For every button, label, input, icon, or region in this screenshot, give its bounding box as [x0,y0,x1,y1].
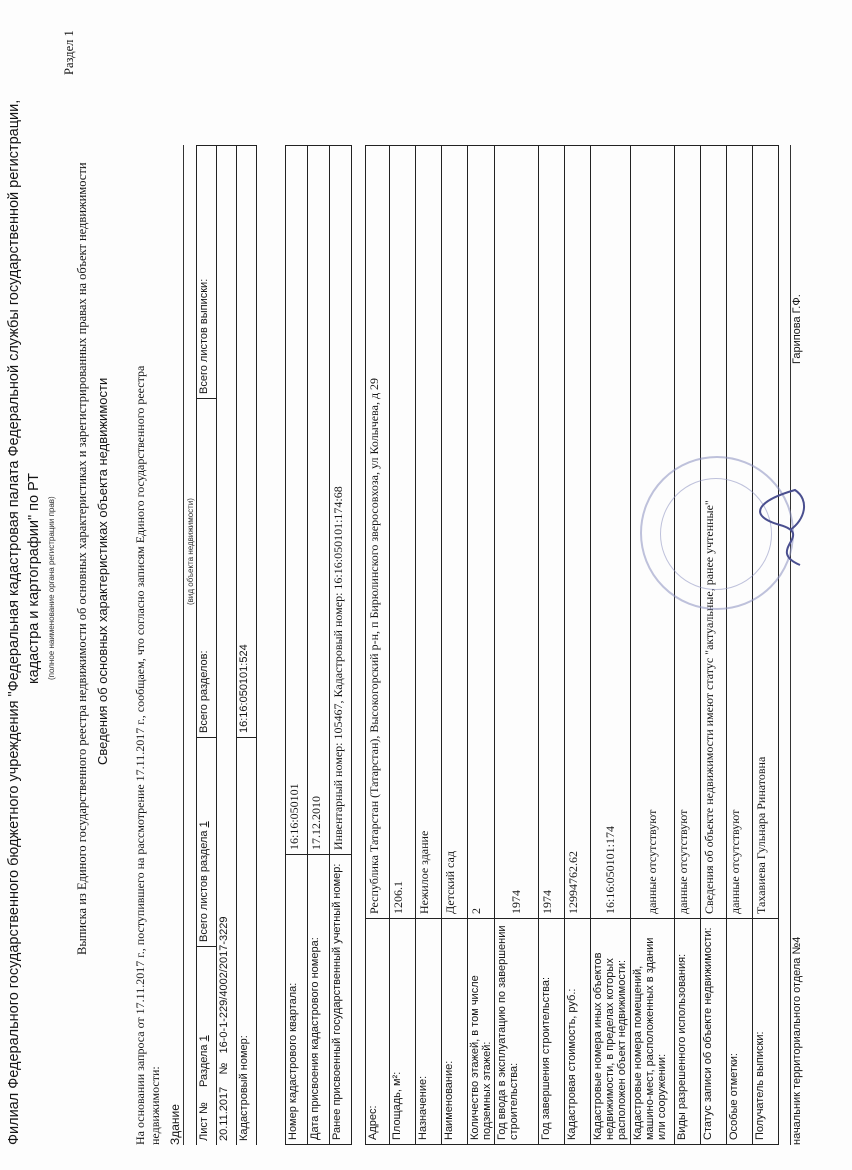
row-label: Особые отметки: [727,919,753,1145]
row-label: Количество этажей, в том числе подземных этажей: [468,919,495,1145]
document-date: 20.11.2017 [218,1086,230,1141]
row-value: 16:16:050101:174 [591,146,631,919]
intro-text: На основании запроса от 17.11.2017 г., поступившего на рассмотрение 17.11.2017 г., сообщаем, что согласно записям Единого государственного реестра [133,365,147,1145]
table-row [701,146,727,1145]
signer-position: начальник территориального отдела №4 [791,936,803,1145]
row-value: 16:16:050101 [286,146,308,855]
row-label: Год завершения строительства: [539,919,565,1145]
document-number: 16-0-1-229/4002/2017-3229 [218,916,230,1054]
section-word: Раздела [198,1044,210,1087]
header-line-1: Филиал Федерального государственного бюджетного учреждения "Федеральная кадастровая палата Федеральной службы государственной регистрации, [6,99,22,1145]
row-value: 17.12.2010 [308,146,330,855]
row-value: данные отсутствуют [727,146,753,919]
table-row [495,146,539,1145]
row-value: Детский сад [442,146,468,919]
cad-label: Кадастровый номер: [237,738,257,1146]
row-label: Ранее присвоенный государственный учетный номер: [330,855,352,1145]
row-value: Сведения об объекте недвижимости имеют статус "актуальные, ранее учтенные" [701,146,727,919]
sheet-no-label: Лист № [198,1102,210,1141]
row-label: Статус записи об объекте недвижимости: [701,919,727,1145]
row-value: данные отсутствуют [675,146,701,919]
header-line-2: кадастра и картографии" по РТ [26,473,42,684]
table-row [753,146,779,1145]
row-label: Год ввода в эксплуатацию по завершении строительства: [495,919,539,1145]
document-title: Выписка из Единого государственного реестра недвижимости об основных характеристиках и зарегистрированных правах на объект недвижимости [75,162,89,955]
row-value: Нежилое здание [416,146,442,919]
section-label: Раздел 1 [62,30,76,75]
table-row [631,146,675,1145]
sheet-info-table [196,145,257,1145]
cad-value: 16:16:050101:524 [237,146,257,738]
row-label: Номер кадастрового квартала: [286,855,308,1145]
row-value: Тахавиева Гульнара Ринатовна [753,146,779,919]
total-sheets: Всего листов выписки: [197,146,217,399]
top-characteristics-table [285,145,352,1145]
table-row [286,146,308,1145]
row-label: Получатель выписки: [753,919,779,1145]
table-row [539,146,565,1145]
table-row [366,146,390,1145]
table-row [468,146,495,1145]
row-label: Площадь, м²: [390,919,416,1145]
row-label: Назначение: [416,919,442,1145]
intro-text-cont: недвижимости: [148,1066,162,1145]
row-value: 1206.1 [390,146,416,919]
object-type-line [166,145,184,1145]
object-type-caption: (вид объекта недвижимости) [186,498,195,605]
row-value: 12994762.62 [565,146,591,919]
table-row [591,146,631,1145]
table-row [442,146,468,1145]
row-label: Кадастровые номера иных объектов недвижимости, в пределах которых расположен объект недвижимости: [591,919,631,1145]
row-value: 2 [468,146,495,919]
sheets-in-section-label: Всего листов раздела [198,830,210,942]
characteristics-table [365,145,779,1145]
row-label: Дата присвоения кадастрового номера: [308,855,330,1145]
row-label: Виды разрешенного использования: [675,919,701,1145]
total-sections: Всего разделов: [197,399,217,738]
row-label: Кадастровые номера помещений, машино-мест, расположенных в здании или сооружении: [631,919,675,1145]
section-no: 1 [198,1035,210,1042]
sheets-in-section: 1 [198,821,210,828]
table-row [330,146,352,1145]
table-row [390,146,416,1145]
row-label: Кадастровая стоимость, руб.: [565,919,591,1145]
number-sign: № [218,1062,230,1075]
table-row [416,146,442,1145]
row-value: данные отсутствуют [631,146,675,919]
signature [755,480,825,570]
table-row [675,146,701,1145]
signer-name: Гарипова Г.Ф. [791,294,803,364]
document-subtitle: Сведения об основных характеристиках объекта недвижимости [95,377,110,765]
row-value: 1974 [495,146,539,919]
row-value: Инвентарный номер: 105467, Кадастровый номер: 16:16:050101:174:68 [330,146,352,855]
row-value: Республика Татарстан (Татарстан), Высокогорский р-н, п Бирюлинского зверосовхоза, ул Колычева, д 29 [366,146,390,919]
row-value: 1974 [539,146,565,919]
row-label: Адрес: [366,919,390,1145]
table-row [727,146,753,1145]
row-label: Наименование: [442,919,468,1145]
object-type: Здание [168,1104,182,1145]
table-row [308,146,330,1145]
table-row [565,146,591,1145]
org-caption: (полное наименование органа регистрации прав) [47,496,56,680]
